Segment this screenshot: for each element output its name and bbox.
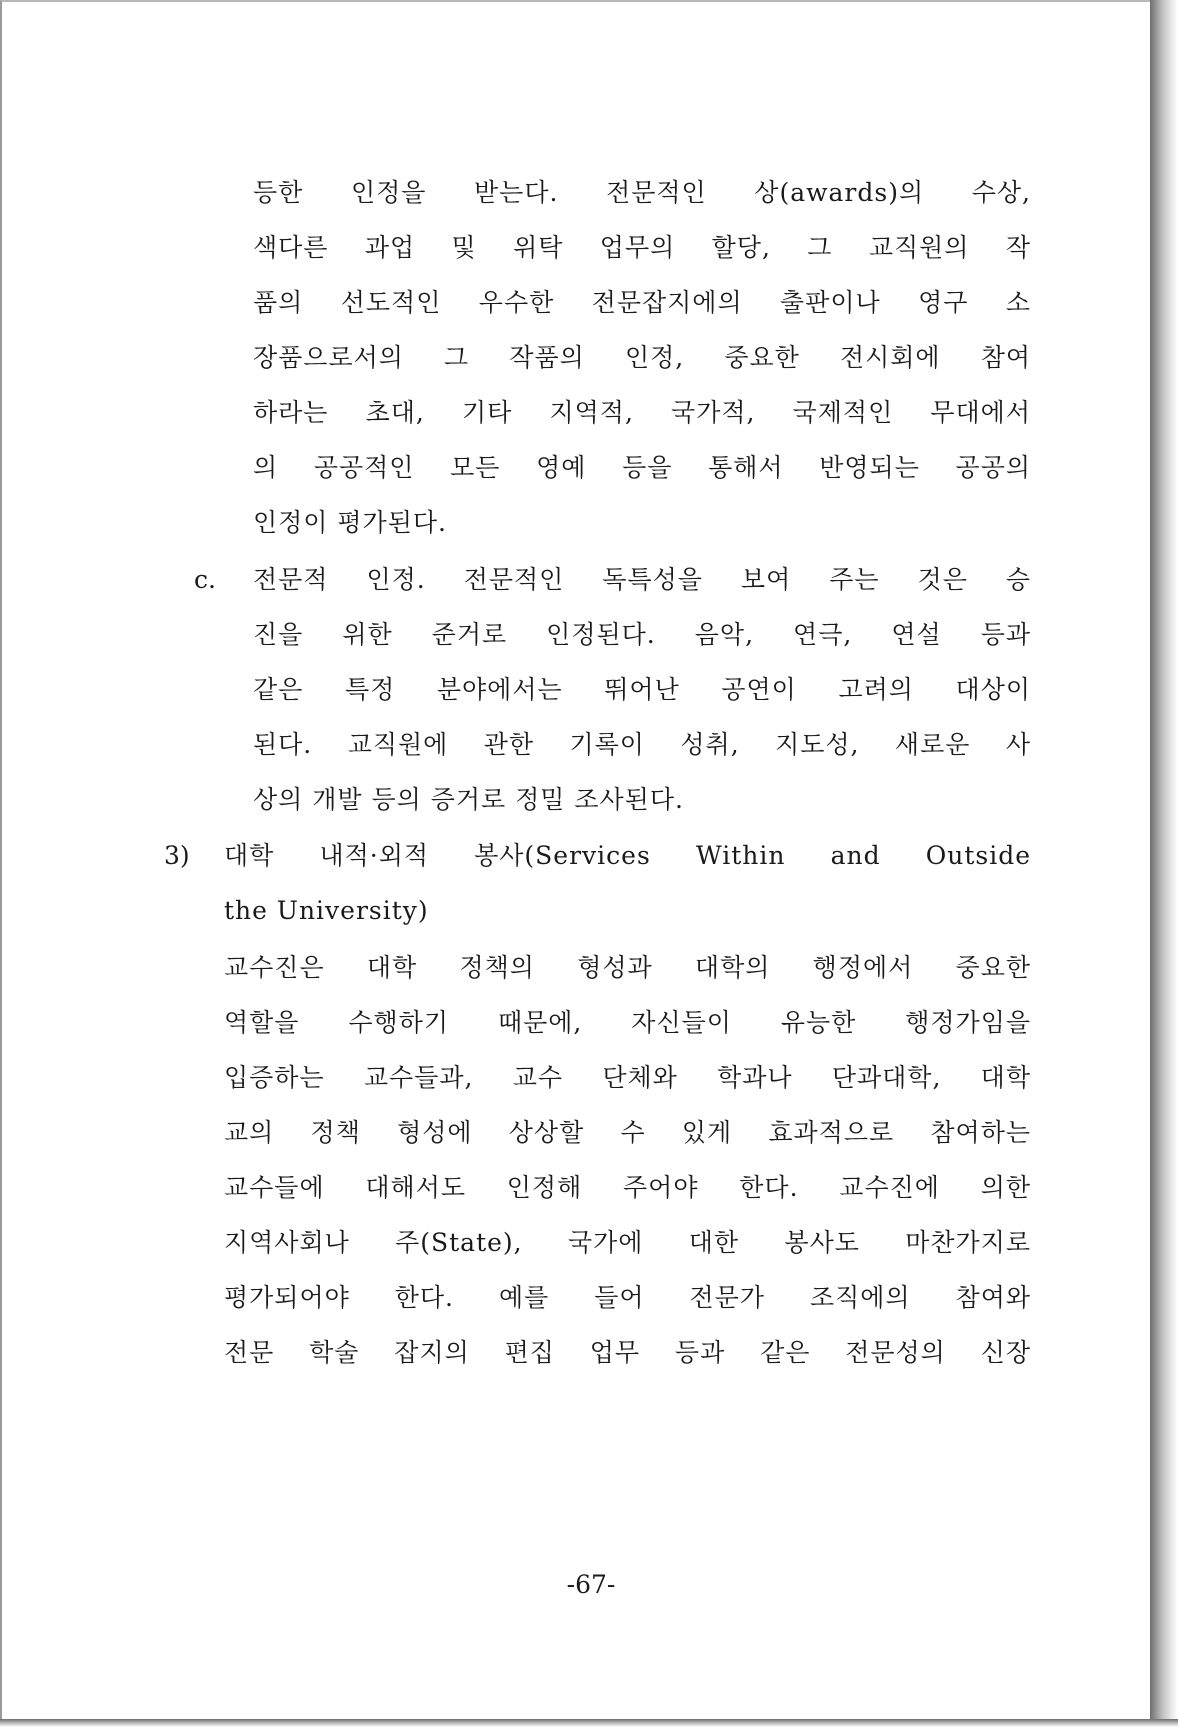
- paragraph-line: 품의 선도적인 우수한 전문잡지에의 출판이나 영구 소: [253, 288, 1031, 317]
- paragraph-line: 인정이 평가된다.: [253, 508, 447, 537]
- paragraph-line: 입증하는 교수들과, 교수 단체와 학과나 단과대학, 대학: [224, 1063, 1031, 1092]
- paragraph-line: 전문적 인정. 전문적인 독특성을 보여 주는 것은 승: [253, 565, 1031, 594]
- paragraph-line: 평가되어야 한다. 예를 들어 전문가 조직에의 참여와: [224, 1283, 1031, 1312]
- paragraph-line: 전문 학술 잡지의 편집 업무 등과 같은 전문성의 신장: [224, 1338, 1031, 1367]
- paragraph-line: 역할을 수행하기 때문에, 자신들이 유능한 행정가임을: [224, 1008, 1031, 1037]
- section-number: 3): [164, 841, 190, 870]
- page-number: -67-: [566, 1570, 616, 1599]
- paragraph-line: 장품으로서의 그 작품의 인정, 중요한 전시회에 참여: [253, 343, 1031, 372]
- paragraph-line: 된다. 교직원에 관한 기록이 성취, 지도성, 새로운 사: [253, 730, 1031, 759]
- paragraph-line: 상의 개발 등의 증거로 정밀 조사된다.: [253, 785, 684, 814]
- page-shadow-bottom: [0, 1719, 1178, 1727]
- paragraph-line: 교수들에 대해서도 인정해 주어야 한다. 교수진에 의한: [224, 1173, 1031, 1202]
- paragraph-line: 교의 정책 형성에 상상할 수 있게 효과적으로 참여하는: [224, 1118, 1031, 1147]
- paragraph-line: 색다른 과업 및 위탁 업무의 할당, 그 교직원의 작: [253, 233, 1031, 262]
- paragraph-line: 등한 인정을 받는다. 전문적인 상(awards)의 수상,: [253, 178, 1031, 207]
- paragraph-line: 진을 위한 준거로 인정된다. 음악, 연극, 연설 등과: [253, 620, 1031, 649]
- paragraph-line: 의 공공적인 모든 영예 등을 통해서 반영되는 공공의: [253, 453, 1031, 482]
- paragraph-line: 하라는 초대, 기타 지역적, 국가적, 국제적인 무대에서: [253, 398, 1031, 427]
- list-marker-c: c.: [194, 565, 216, 594]
- paragraph-line: 같은 특정 분야에서는 뛰어난 공연이 고려의 대상이: [253, 675, 1031, 704]
- paragraph-line: 지역사회나 주(State), 국가에 대한 봉사도 마찬가지로: [224, 1228, 1031, 1257]
- page-shadow-right: [1150, 0, 1178, 1727]
- paragraph-line: 교수진은 대학 정책의 형성과 대학의 행정에서 중요한: [224, 953, 1031, 982]
- section-heading-line: 대학 내적·외적 봉사(Services Within and Outside: [224, 841, 1031, 870]
- section-heading-line: the University): [224, 896, 429, 925]
